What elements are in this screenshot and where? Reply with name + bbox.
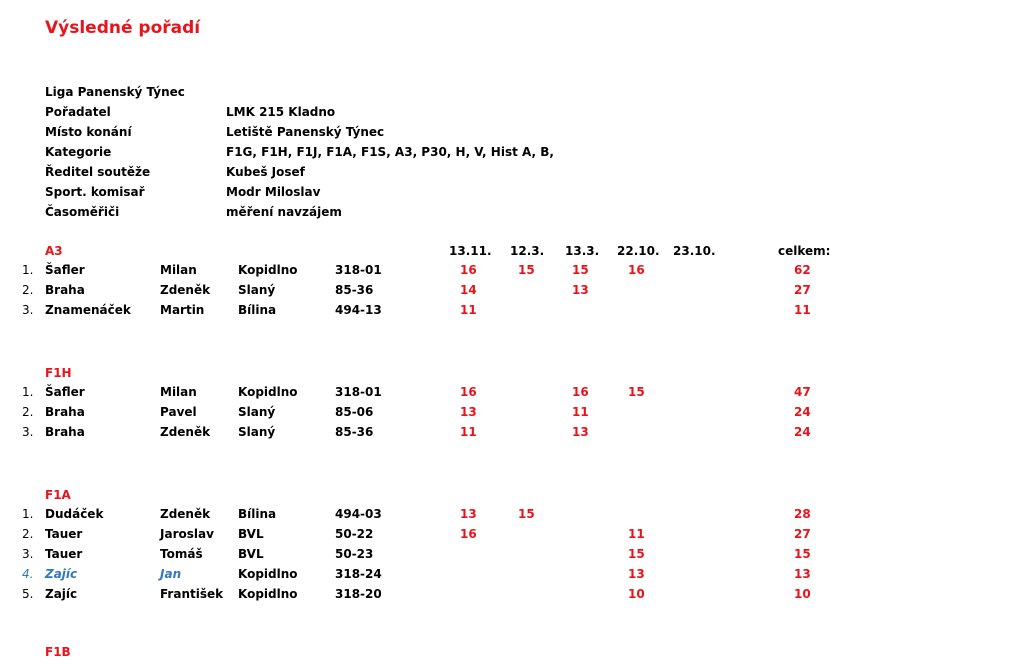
total-score: 10 xyxy=(794,587,811,601)
rank-number: 1. xyxy=(22,507,34,521)
round-score: 11 xyxy=(572,405,589,419)
competitor-firstname: Tomáš xyxy=(160,547,203,561)
rank-number: 1. xyxy=(22,385,34,399)
round-score: 16 xyxy=(460,385,477,399)
license-id: 50-22 xyxy=(335,527,374,541)
club-name: Slaný xyxy=(238,405,276,419)
license-id: 318-20 xyxy=(335,587,382,601)
license-id: 318-01 xyxy=(335,263,382,277)
round-score: 16 xyxy=(628,263,645,277)
club-name: Kopidlno xyxy=(238,587,298,601)
competitor-surname: Šafler xyxy=(45,385,85,399)
license-id: 85-36 xyxy=(335,425,374,439)
round-score: 13 xyxy=(572,283,589,297)
info-value: Modr Miloslav xyxy=(226,185,321,199)
total-score: 15 xyxy=(794,547,811,561)
round-score: 11 xyxy=(628,527,645,541)
total-score: 62 xyxy=(794,263,811,277)
category-heading: A3 xyxy=(45,244,63,258)
total-score: 11 xyxy=(794,303,811,317)
club-name: BVL xyxy=(238,547,264,561)
rank-number: 3. xyxy=(22,425,34,439)
round-score: 13 xyxy=(460,507,477,521)
info-label: Ředitel soutěže xyxy=(45,165,151,179)
competitor-surname: Šafler xyxy=(45,263,85,277)
competitor-firstname: František xyxy=(160,587,224,601)
total-score: 24 xyxy=(794,425,811,439)
club-name: Slaný xyxy=(238,425,276,439)
round-score: 15 xyxy=(518,263,535,277)
date-header-1: 13.11. xyxy=(449,244,492,258)
round-score: 14 xyxy=(460,283,477,297)
info-value: LMK 215 Kladno xyxy=(226,105,336,119)
round-score: 11 xyxy=(460,425,477,439)
competitor-firstname: Jan xyxy=(160,567,182,581)
info-label: Časoměřiči xyxy=(45,205,120,219)
rank-number: 5. xyxy=(22,587,34,601)
club-name: Slaný xyxy=(238,283,276,297)
round-score: 16 xyxy=(460,527,477,541)
competitor-firstname: Zdeněk xyxy=(160,507,211,521)
club-name: Kopidlno xyxy=(238,385,298,399)
info-label: Sport. komisař xyxy=(45,185,145,199)
total-score: 27 xyxy=(794,527,811,541)
total-score: 13 xyxy=(794,567,811,581)
competitor-surname: Braha xyxy=(45,283,85,297)
total-score: 28 xyxy=(794,507,811,521)
category-heading: F1B xyxy=(45,645,71,659)
round-score: 15 xyxy=(572,263,589,277)
competitor-surname: Braha xyxy=(45,405,85,419)
date-header-5: 23.10. xyxy=(673,244,716,258)
rank-number: 3. xyxy=(22,547,34,561)
round-score: 15 xyxy=(518,507,535,521)
round-score: 15 xyxy=(628,547,645,561)
page-title: Výsledné pořadí xyxy=(45,18,201,38)
total-score: 27 xyxy=(794,283,811,297)
competitor-surname: Tauer xyxy=(45,527,83,541)
club-name: BVL xyxy=(238,527,264,541)
license-id: 318-24 xyxy=(335,567,382,581)
round-score: 15 xyxy=(628,385,645,399)
competitor-firstname: Milan xyxy=(160,263,197,277)
competitor-surname: Zajíc xyxy=(45,567,78,581)
round-score: 11 xyxy=(460,303,477,317)
round-score: 13 xyxy=(628,567,645,581)
license-id: 494-03 xyxy=(335,507,382,521)
rank-number: 2. xyxy=(22,283,34,297)
competitor-firstname: Milan xyxy=(160,385,197,399)
club-name: Kopidlno xyxy=(238,567,298,581)
competitor-surname: Dudáček xyxy=(45,507,104,521)
info-value: měření navzájem xyxy=(226,205,342,219)
date-header-2: 12.3. xyxy=(510,244,545,258)
info-label: Liga Panenský Týnec xyxy=(45,85,185,99)
competitor-firstname: Zdeněk xyxy=(160,425,211,439)
competitor-surname: Zajíc xyxy=(45,587,78,601)
category-heading: F1H xyxy=(45,366,72,380)
info-label: Pořadatel xyxy=(45,105,111,119)
club-name: Kopidlno xyxy=(238,263,298,277)
competitor-firstname: Jaroslav xyxy=(160,527,214,541)
total-header: celkem: xyxy=(778,244,831,258)
round-score: 16 xyxy=(460,263,477,277)
round-score: 13 xyxy=(460,405,477,419)
info-label: Kategorie xyxy=(45,145,112,159)
competitor-firstname: Pavel xyxy=(160,405,197,419)
total-score: 24 xyxy=(794,405,811,419)
date-header-4: 22.10. xyxy=(617,244,660,258)
total-score: 47 xyxy=(794,385,811,399)
round-score: 10 xyxy=(628,587,645,601)
license-id: 50-23 xyxy=(335,547,374,561)
info-label: Místo konání xyxy=(45,125,132,139)
club-name: Bílina xyxy=(238,507,277,521)
competitor-surname: Znamenáček xyxy=(45,303,131,317)
license-id: 85-06 xyxy=(335,405,374,419)
license-id: 85-36 xyxy=(335,283,374,297)
round-score: 13 xyxy=(572,425,589,439)
rank-number: 2. xyxy=(22,405,34,419)
license-id: 494-13 xyxy=(335,303,382,317)
competitor-surname: Braha xyxy=(45,425,85,439)
competitor-firstname: Martin xyxy=(160,303,205,317)
competitor-surname: Tauer xyxy=(45,547,83,561)
info-value: Letiště Panenský Týnec xyxy=(226,125,385,139)
competitor-firstname: Zdeněk xyxy=(160,283,211,297)
round-score: 16 xyxy=(572,385,589,399)
category-heading: F1A xyxy=(45,488,71,502)
rank-number: 4. xyxy=(22,567,34,581)
date-header-3: 13.3. xyxy=(565,244,600,258)
rank-number: 3. xyxy=(22,303,34,317)
rank-number: 1. xyxy=(22,263,34,277)
info-value: Kubeš Josef xyxy=(226,165,305,179)
club-name: Bílina xyxy=(238,303,277,317)
info-value: F1G, F1H, F1J, F1A, F1S, A3, P30, H, V, Hist A, B, xyxy=(226,145,554,159)
license-id: 318-01 xyxy=(335,385,382,399)
rank-number: 2. xyxy=(22,527,34,541)
